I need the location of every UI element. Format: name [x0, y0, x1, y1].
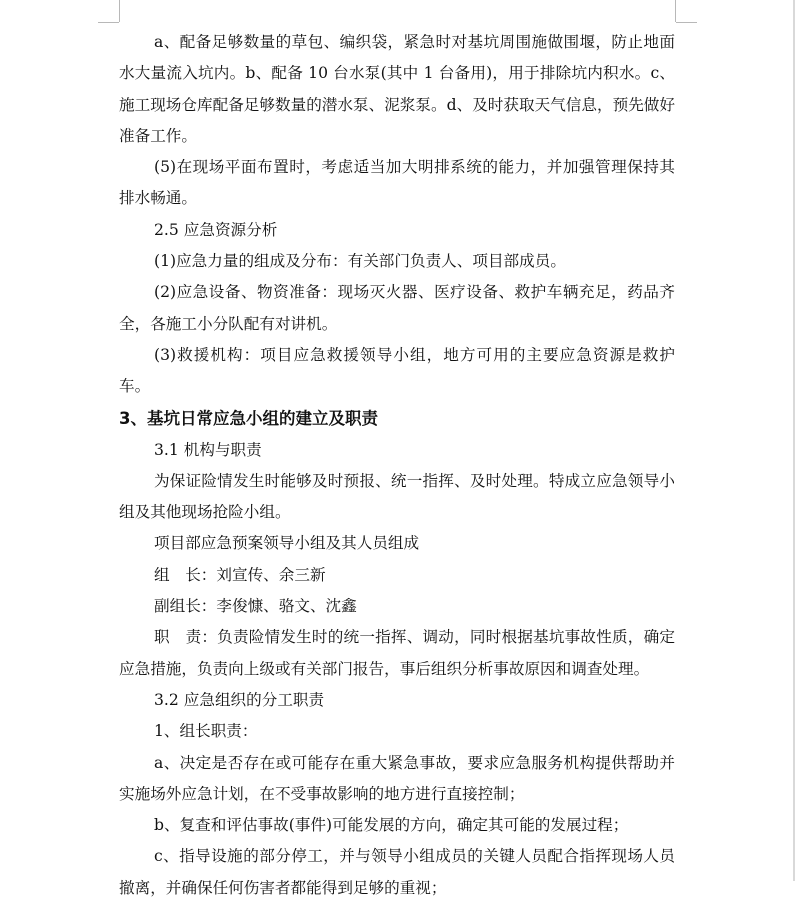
paragraph-rescue-org: (3)救援机构：项目应急救援领导小组，地方可用的主要应急资源是救护车。 [119, 345, 675, 396]
paragraph-equipment: (2)应急设备、物资准备：现场灭火器、医疗设备、救护车辆充足，药品齐全，各施工小分队配有对讲机。 [119, 283, 675, 333]
document-body [119, 27, 675, 904]
paragraph-duty-a: a、决定是否存在或可能存在重大紧急事故，要求应急服务机构提供帮助并实施场外应急计划，在不受事故影响的地方进行直接控制； [119, 753, 675, 803]
chapter-heading-3: 3、基坑日常应急小组的建立及职责 [119, 408, 378, 428]
paragraph-duty-b: b、复查和评估事故(事件)可能发展的方向，确定其可能的发展过程； [154, 816, 629, 835]
paragraph-duties: 职 责：负责险情发生时的统一指挥、调动，同时根据基坑事故性质，确定应急措施，负责向上级或有关部门报告，事后组织分析事故原因和调查处理。 [119, 628, 675, 678]
margin-corner-mark-right [675, 0, 676, 22]
paragraph-purpose: 为保证险情发生时能够及时预报、统一指挥、及时处理。特成立应急领导小组及其他现场抢险小组。 [119, 471, 675, 522]
margin-corner-mark-left [119, 0, 120, 22]
paragraph-leader: 组 长：刘宣传、余三新 [154, 565, 326, 584]
paragraph-duty-c: c、指导设施的部分停工，并与领导小组成员的关键人员配合指挥现场人员撤离，并确保任何伤害者都能得到足够的重视； [119, 847, 675, 897]
paragraph-team-composition: 项目部应急预案领导小组及其人员组成 [154, 534, 420, 553]
section-heading-3-2: 3.2 应急组织的分工职责 [154, 690, 325, 709]
paragraph-emergency-forces: (1)应急力量的组成及分布：有关部门负责人、项目部成员。 [154, 252, 566, 271]
section-heading-3-1: 3.1 机构与职责 [154, 440, 262, 459]
margin-corner-mark-left-h [98, 22, 119, 23]
margin-corner-mark-right-h [676, 22, 697, 23]
paragraph-leader-duties: 1、组长职责： [154, 722, 258, 741]
paragraph-flood-measures: a、配备足够数量的草包、编织袋，紧急时对基坑周围施做围堰，防止地面水大量流入坑内。b、配备 10 台水泵(其中 1 台备用)，用于排除坑内积水。c、施工现场仓库配备足够数量的潜水泵、泥浆泵。d、及时获取天气信息，预先做好准备工作。 [119, 33, 675, 145]
section-heading-2-5: 2.5 应急资源分析 [154, 220, 278, 239]
paragraph-deputy-leader: 副组长：李俊慷、骆文、沈鑫 [154, 597, 357, 616]
paragraph-drainage: (5)在现场平面布置时，考虑适当加大明排系统的能力，并加强管理保持其排水畅通。 [119, 158, 675, 208]
